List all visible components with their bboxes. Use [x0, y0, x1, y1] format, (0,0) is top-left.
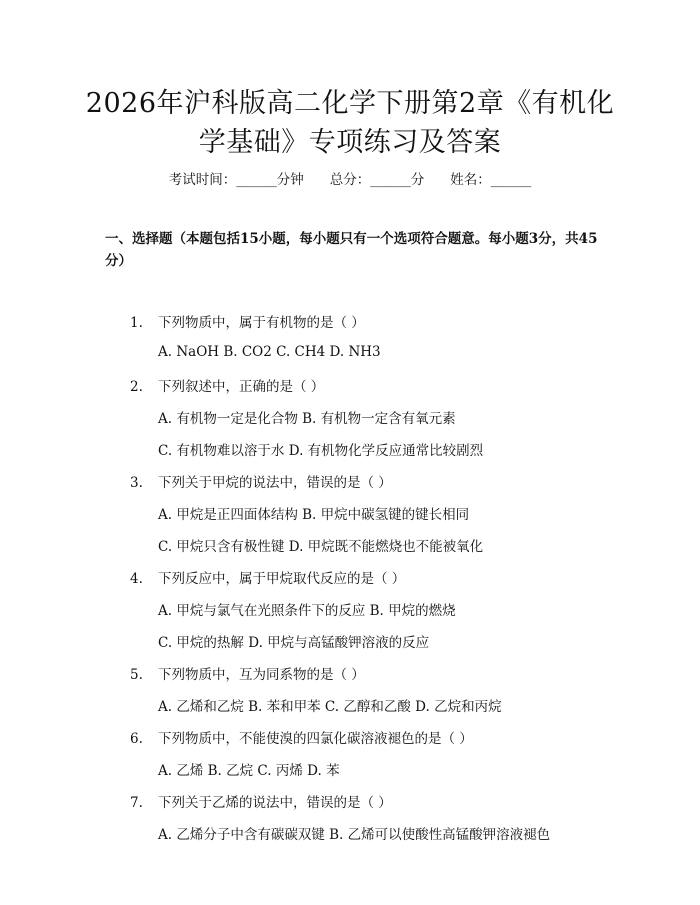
exam-title [60, 84, 640, 162]
question-3-options-1: A. 甲烷是正四面体结构 B. 甲烷中碳氢键的键长相同 [158, 507, 470, 523]
question-number: 6. [130, 731, 143, 747]
question-5-options-1: A. 乙烯和乙烷 B. 苯和甲苯 C. 乙醇和乙酸 D. 乙烷和丙烷 [158, 699, 502, 715]
student-name: 姓名：______ [450, 172, 532, 188]
question-2-options-1: A. 有机物一定是化合物 B. 有机物一定含有氧元素 [158, 411, 456, 427]
question-6-options-1: A. 乙烯 B. 乙烷 C. 丙烯 D. 苯 [158, 763, 340, 779]
question-text: 下列物质中，属于有机物的是（ ） [158, 315, 365, 331]
question-2 [130, 375, 324, 395]
question-7-options-1: A. 乙烯分子中含有碳碳双键 B. 乙烯可以使酸性高锰酸钾溶液褪色 [158, 827, 551, 843]
question-number: 3. [130, 475, 143, 491]
question-2-options-2: C. 有机物难以溶于水 D. 有机物化学反应通常比较剧烈 [158, 443, 484, 459]
question-number: 5. [130, 667, 143, 683]
question-3 [130, 471, 392, 491]
question-text: 下列关于乙烯的说法中，错误的是（ ） [158, 795, 392, 811]
title-line-2: 学基础》专项练习及答案 [198, 127, 502, 158]
question-5 [130, 663, 365, 683]
question-4-options-1: A. 甲烷与氯气在光照条件下的反应 B. 甲烷的燃烧 [158, 603, 456, 619]
question-4 [130, 567, 405, 587]
question-1 [130, 311, 365, 331]
question-7 [130, 791, 392, 811]
exam-time: 考试时间：______分钟 [168, 172, 304, 188]
question-text: 下列关于甲烷的说法中，错误的是（ ） [158, 475, 392, 491]
question-text: 下列物质中，不能使溴的四氯化碳溶液褪色的是（ ） [158, 731, 473, 747]
question-number: 4. [130, 571, 143, 587]
question-number: 7. [130, 795, 143, 811]
title-line-1: 2026年沪科版高二化学下册第2章《有机化 [85, 88, 615, 119]
question-text: 下列物质中，互为同系物的是（ ） [158, 667, 365, 683]
question-6 [130, 727, 473, 747]
question-3-options-2: C. 甲烷只含有极性键 D. 甲烷既不能燃烧也不能被氧化 [158, 539, 484, 555]
section-heading: 一、选择题（本题包括15小题，每小题只有一个选项符合题意。每小题3分，共45分） [105, 231, 598, 269]
question-text: 下列叙述中，正确的是（ ） [158, 379, 325, 395]
exam-score: 总分：______分 [329, 172, 425, 188]
question-number: 1. [130, 315, 143, 331]
question-text: 下列反应中，属于甲烷取代反应的是（ ） [158, 571, 406, 587]
question-4-options-2: C. 甲烷的热解 D. 甲烷与高锰酸钾溶液的反应 [158, 635, 430, 651]
question-1-options-1: A. NaOH B. CO2 C. CH4 D. NH3 [158, 344, 381, 360]
exam-meta [0, 168, 700, 188]
question-number: 2. [130, 379, 143, 395]
